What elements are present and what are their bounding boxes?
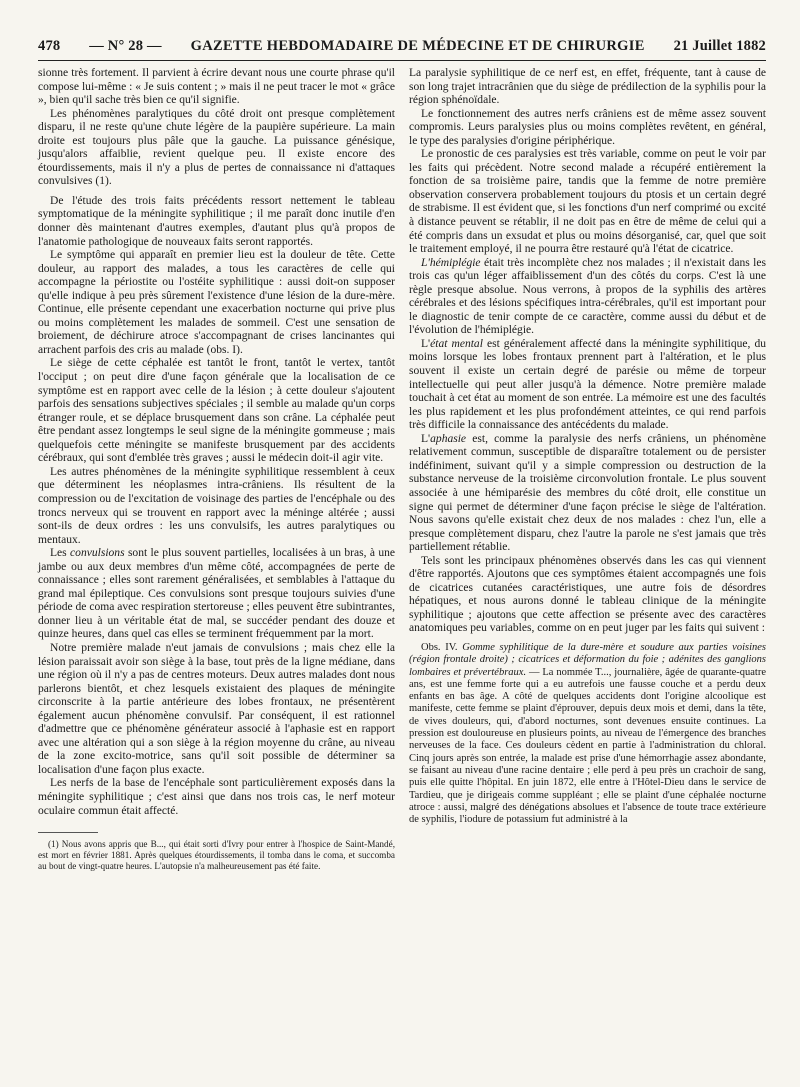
page-header (38, 38, 766, 61)
right-column (409, 67, 766, 871)
text-run: était très incomplète chez nos malades ; il n'existait dans les trois cas qu'un léger affaiblissement d'un des côtés du corps. C'est là une règle presque absolue. Nous verrons, à propos de la syphilis des artères cérébrales et des lésions spécifiques intra-cérébrales, qu'il est important pour le diagnostic de tenir compte de ce caractère, comme aussi du début et de l'évolution de l'hémiplégie. (409, 256, 766, 337)
paragraph: sionne très fortement. Il parvient à écrire devant nous une courte phrase qu'il compose lui-même : « Je suis content ; » mais il ne peut tracer le mot « grâce », bien qu'il sache très bien ce qu'il signifie. (38, 67, 395, 107)
text-run: L' (421, 337, 431, 350)
paragraph: Le fonctionnement des autres nerfs crâniens est de même assez souvent compromis. Leurs paralysies plus ou moins complètes revêtent, en général, le type des paralysies d'origine périphérique. (409, 107, 766, 147)
text-run: sont le plus souvent partielles, localisées à un bras, à une jambe ou aux deux membres d'un même côté, accompagnées de perte de connaissance ; elles sont rarement généralisées, et semblables à l'attaque du grand mal épileptique. Ces convulsions sont presque toujours suivies d'une période de coma avec respiration stertoreuse ; elles peuvent être subintrantes, donner lieu à un véritable état de mal, se succéder pendant des douze et quinze heures, dans quel cas elles se terminent fréquemment par la mort. (38, 547, 395, 641)
paragraph: La paralysie syphilitique de ce nerf est, en effet, fréquente, tant à cause de son long trajet intracrânien que du siège de prédilection de la syphilis pour la région sphénoïdale. (409, 67, 766, 107)
italic-term: aphasie (430, 432, 467, 445)
paragraph: Le pronostic de ces paralysies est très variable, comme on peut le voir par les faits qui précèdent. Notre second malade a récupéré entièrement la fonction de sa troisième paire, tandis que la femme de notre première observation conservera probablement toujours du ptosis et un certain degré de strabisme. Il est évident que, si les fonctions d'un nerf comprimé ou excité à distance peuvent se rétablir, il ne doit pas en être de même de celui qui a été compris dans un exsudat et plus ou moins désorganisé, car, quel que soit le traitement employé, il ne pourra être restauré qu'à l'état de cicatrice. (409, 148, 766, 256)
paragraph: Le symptôme qui apparaît en premier lieu est la douleur de tête. Cette douleur, au rapport des malades, a tous les caractères de celle qui accompagne la périostite ou l'ostéite syphilitique : aussi doit-on supposer qu'elle indique à peu près sûrement l'existence d'une lésion de la dure-mère. Continue, elle présente cependant une exacerbation nocturne qui prive plus ou moins complètement les malades de sommeil. C'est une sensation de broiement, de déchirure atroce s'accompagnant de crises lancinantes qui arrachent parfois des cris au malade (obs. I). (38, 249, 395, 356)
italic-term: état mental (430, 337, 483, 350)
paragraph: Les phénomènes paralytiques du côté droit ont presque complètement disparu, il ne reste qu'une chute légère de la paupière supérieure. La main droite est toujours plus pâle que la gauche. La puissance génésique, jusqu'alors affaiblie, revient quelque peu. Il existe encore des étourdissements, mais il n'y a plus de pertes de connaissance ni d'attaques convulsives (1). (38, 107, 395, 188)
paragraph (409, 338, 766, 433)
text-columns (38, 67, 766, 871)
footnote-divider (38, 832, 98, 833)
italic-term: convulsions (70, 547, 125, 560)
text-run: est généralement affecté dans la méningite syphilitique, du moins lorsque les lobes frontaux prennent part à l'altération, et le plus souvent il existe un certain degré de parésie ou même de torpeur intellectuelle qui peut aller jusqu'à la démence. Notre première malade touchait à cet état au moment de son entrée. La mémoire est une des facultés les plus rapidement et les plus profondément atteintes, ce qui rend parfois très difficile la connaissance des antécédents du malade. (409, 337, 766, 432)
footnote-text: (1) Nous avons appris que B..., qui était sorti d'Ivry pour entrer à l'hospice de Saint-Mandé, est mort en février 1881. Après quelques étourdissements, il tomba dans le coma, et succomba au bout de vingt-quatre heures. L'autopsie n'a malheureusement pas été faite. (38, 839, 395, 871)
text-run: est, comme la paralysie des nerfs crâniens, un phénomène relativement commun, susceptible de disparaître totalement ou de persister indéfiniment, suivant qu'il y a simple compression ou destruction de la substance nerveuse de la troisième circonvolution frontale. Le plus souvent associée à une hémiparésie des membres du côté droit, elle constitue un signe qui permet de déterminer d'une façon précise le siège de l'altération. Nous savons qu'elle existait chez deux de nos malades : chez l'un, elle a presque complètement disparu, chez l'autre la parole ne s'est jamais que très partiellement rétablie. (409, 432, 766, 554)
italic-term: L'hémiplégie (421, 256, 481, 269)
text-run: L' (421, 432, 431, 445)
left-column (38, 67, 395, 871)
paragraph: Tels sont les principaux phénomènes observés dans les cas qui viennent d'être rapportés. Ajoutons que ces symptômes étaient accompagnés une fois de cicatrices cutanées caractéristiques, une autre fois de désordres hépatiques, et nous aurons donné le tableau clinique de la méningite syphilitique ; ajoutons que cette affection se présente avec des caractères anatomiques peu variables, comme on en peut juger par les faits qui suivent : (409, 554, 766, 635)
paragraph: Notre première malade n'eut jamais de convulsions ; mais chez elle la lésion paraissait avoir son siège à la base, tout près de la ligne médiane, dans une région où il n'y a pas de centres moteurs. Deux autres malades dont nous parlerons bientôt, et chez lesquels existaient des plaques de méningite circonscrite à la partie antérieure des lobes frontaux, ne présentèrent également aucun phénomène convulsif. Par conséquent, il est rationnel d'admettre que ce phénomène générateur associé à l'aphasie est en rapport avec une altération qui a son siège à la région moyenne du crâne, au niveau de la zone excito-motrice, sans qu'il soit possible de déterminer sa localisation d'une façon plus exacte. (38, 641, 395, 776)
issue-date: 21 Juillet 1882 (673, 38, 766, 54)
paragraph: Le siège de cette céphalée est tantôt le front, tantôt le vertex, tantôt l'occiput ; on peut dire d'une façon générale que la localisation de ce symptôme est en rapport avec celle de la lésion ; à cette douleur s'ajoutent parfois des sensations subjectives spéciales ; il semble au malade qu'un corps étranger roule, et se déplace brusquement dans son crâne. La céphalée peut être pendant assez longtemps le seul signe de la méningite gommeuse ; mais quelquefois cette méningite se manifeste brusquement par des accidents cérébraux, qui sont d'emblée très graves ; aussi le médecin doit-il agir vite. (38, 357, 395, 465)
paragraph: Les autres phénomènes de la méningite syphilitique ressemblent à ceux que déterminent les néoplasmes intra-crâniens. Ils résultent de la compression ou de l'excitation de voisinage des parties de l'encéphale ou des troncs nerveux qui se trouvent en rapport avec la méninge altérée ; aussi sont-ils de deux ordres : les uns convulsifs, les autres paralytiques ou mentaux. (38, 465, 395, 546)
footnote (38, 839, 395, 871)
paragraph: Les nerfs de la base de l'encéphale sont particulièrement exposés dans la méningite syphilitique ; c'est ainsi que dans nos trois cas, le nerf moteur oculaire commun était affecté. (38, 777, 395, 817)
text-run: Les (50, 547, 71, 560)
paragraph (38, 547, 395, 642)
paragraph (409, 257, 766, 338)
page-number: 478 (38, 38, 61, 54)
observation-text: — La nommée T..., journalière, âgée de quarante-quatre ans, est une femme forte qui a eu autrefois une fausse couche et a perdu deux enfants en bas âge. A côté de quelques accidents dont l'origine alcoolique est manifeste, cette femme se plaint d'éprouver, depuis deux mois et demi, dans la tête, de vives douleurs, qui, d'abord nocturnes, sont devenues ensuite continues. La pression est douloureuse en plusieurs points, au niveau de l'émergence des branches nerveuses de la face. Ces douleurs cèdent en partie à l'administration du chloral. Cinq jours après son entrée, la malade est prise d'une hémorrhagie assez abondante, se faisant au niveau d'une racine dentaire ; elle perd à peu près un crachoir de sang, puis elle quitte l'hôpital. En juin 1872, elle entre à l'Hôtel-Dieu dans le service de Tardieu, que je dirigeais comme suppléant ; elle se plaint d'une céphalée nocturne atroce : aussi, malgré des dénégations absolues et l'absence de toute trace extérieure de syphilis, l'iodure de potassium fut administré à la (409, 666, 766, 826)
journal-title: GAZETTE HEBDOMADAIRE DE MÉDECINE ET DE CHIRURGIE (190, 38, 645, 54)
paragraph: De l'étude des trois faits précédents ressort nettement le tableau symptomatique de la méningite syphilitique ; il me paraît donc inutile d'en donner dès maintenant d'autres exemples, d'autant plus qu'à propos de l'anatomie pathologique de nouveaux faits seront rapportés. (38, 194, 395, 248)
observation-paragraph (409, 642, 766, 826)
issue-number: — N° 28 — (89, 38, 162, 54)
paragraph (409, 433, 766, 555)
observation-label: Obs. IV. (421, 641, 458, 653)
observation-block (409, 642, 766, 826)
observation-title: Gomme syphilitique de la dure-mère et soudure aux parties voisines (région frontale droite) ; cicatrices et déformation du foie ; adénites des ganglions lombaires et prévertébraux. (409, 641, 767, 678)
